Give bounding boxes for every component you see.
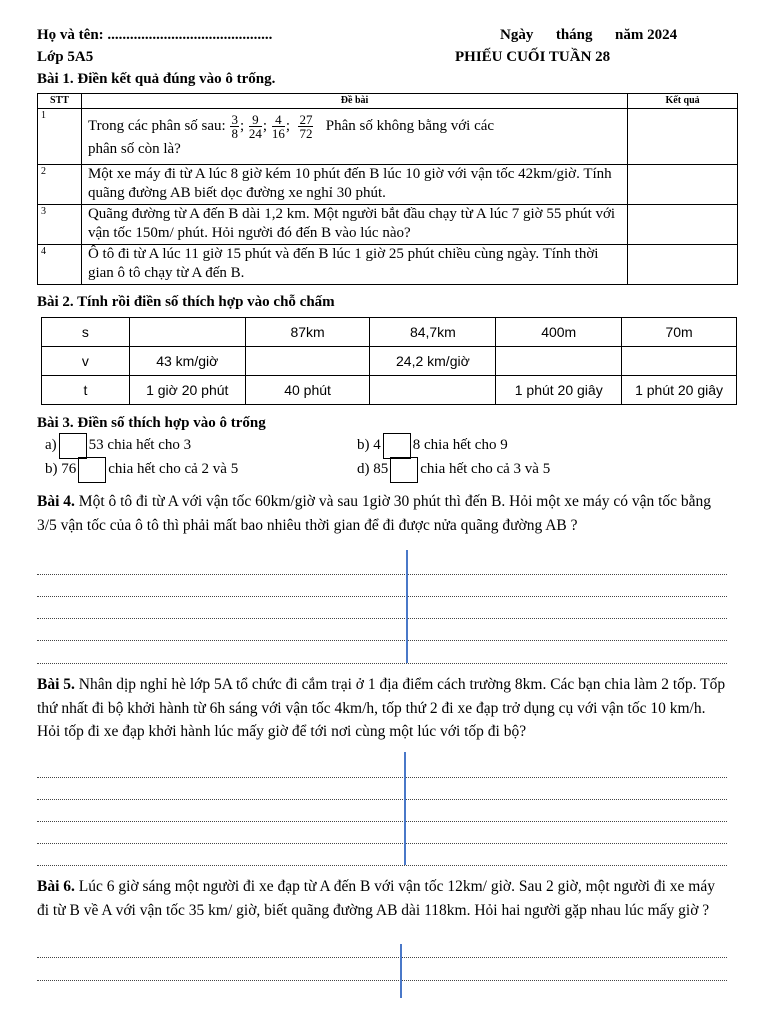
table-row <box>38 165 738 205</box>
ex5-text: Nhân dịp nghỉ hè lớp 5A tổ chức đi cắm trại ở 1 địa điểm cách trường 8km. Các bạn chia làm 2 tốp. Tốp thứ nhất đi bộ khởi hành từ 6h sáng với vận tốc 4km/h, tốp thứ 2 đi xe đạp trở dụng cụ với vận tốc 10 km/h. Hỏi tốp đi xe đạp khởi hành lúc mấy giờ để tới nơi cùng một lúc với tốp đi bộ? <box>37 676 726 740</box>
table-cell[interactable] <box>245 347 370 376</box>
row-label: t <box>42 376 130 405</box>
text-cursor-mark <box>404 752 406 865</box>
fraction: $\frac{9}{24}$ <box>248 112 262 141</box>
answer-line[interactable] <box>37 980 727 981</box>
col-question: Đề bài <box>81 94 627 109</box>
table-cell: 87km <box>245 318 370 347</box>
ex1-title: Bài 1. Điền kết quả đúng vào ô trống. <box>37 71 276 87</box>
answer-line[interactable] <box>37 799 727 800</box>
ex6-question <box>37 875 730 922</box>
question-text: Ô tô đi từ A lúc 11 giờ 15 phút và đến B lúc 1 giờ 25 phút chiều cùng ngày. Tính thời gian ô tô chạy từ A đến B. <box>81 245 627 285</box>
ex3-item-a: a) 53 chia hết cho 3 <box>45 432 191 459</box>
name-label: Họ và tên: <box>37 27 104 43</box>
ex6-label: Bài 6. <box>37 878 75 895</box>
name-dots: ............................................ <box>107 27 273 43</box>
ex3-item-b: b) 4 8 chia hết cho 9 <box>357 432 508 459</box>
table-cell: 1 phút 20 giây <box>496 376 622 405</box>
ex6-text: Lúc 6 giờ sáng một người đi xe đạp từ A đến B với vận tốc 12km/ giờ. Sau 2 giờ, một người đi xe máy đi từ B về A với vận tốc 35 km/ giờ, biết quãng đường AB dài 118km. Hỏi hai người gặp nhau lúc mấy giờ ? <box>37 878 715 919</box>
question-cell: Trong các phân số sau: $\frac{3}{8}$ ; $\frac{9}{24}$ ; $\frac{4}{16}$ ; $\frac{27}{72}$ Phân số không bằng với các phân số còn là? <box>81 109 627 165</box>
answer-line[interactable] <box>37 843 727 844</box>
ex3-title: Bài 3. Điền số thích hợp vào ô trống <box>37 415 266 431</box>
date-label: Ngày tháng năm 2024 <box>500 27 678 43</box>
ex4-label: Bài 4. <box>37 493 75 510</box>
fraction: $\frac{4}{16}$ <box>271 112 285 141</box>
class-label: Lớp 5A5 <box>37 49 94 65</box>
ex2-table <box>41 317 737 405</box>
text-cursor-mark <box>406 550 408 663</box>
result-cell[interactable] <box>628 205 738 245</box>
result-cell[interactable] <box>628 165 738 205</box>
table-cell[interactable] <box>496 347 622 376</box>
table-cell[interactable] <box>370 376 496 405</box>
col-stt: STT <box>38 94 82 109</box>
ex4-text: Một ô tô đi từ A với vận tốc 60km/giờ và sau 1giờ 30 phút thì đến B. Hỏi một xe máy có vận tốc bằng 3/5 vận tốc của ô tô thì phải mất bao nhiêu thời gian để đi được nửa quãng đường AB ? <box>37 493 712 534</box>
table-row <box>42 376 737 405</box>
fraction: $\frac{27}{72}$ <box>299 112 313 141</box>
question-text: phân số còn là? <box>87 141 181 157</box>
ex1-table <box>37 93 738 285</box>
table-row <box>42 318 737 347</box>
text-cursor-mark <box>400 944 402 998</box>
ex1-header-row <box>38 94 738 109</box>
ex5-label: Bài 5. <box>37 676 75 693</box>
answer-line[interactable] <box>37 663 727 664</box>
sheet-title: PHIẾU CUỐI TUẦN 28 <box>455 49 611 65</box>
table-row <box>38 205 738 245</box>
table-cell: 400m <box>496 318 622 347</box>
table-cell: 40 phút <box>245 376 370 405</box>
row-label: v <box>42 347 130 376</box>
ex2-title: Bài 2. Tính rồi điền số thích hợp vào chỗ chấm <box>37 294 335 310</box>
ex5-question <box>37 673 730 744</box>
stt-cell: 3 <box>38 205 82 245</box>
question-text: Một xe máy đi từ A lúc 8 giờ kém 10 phút đến B lúc 10 giờ với vận tốc 42km/giờ. Tính quãng đường AB biết dọc đường xe nghỉ 30 phút. <box>81 165 627 205</box>
name-line <box>37 27 272 44</box>
stt-cell: 4 <box>38 245 82 285</box>
stt-cell: 2 <box>38 165 82 205</box>
col-result: Kết quả <box>628 94 738 109</box>
answer-line[interactable] <box>37 618 727 619</box>
answer-line[interactable] <box>37 821 727 822</box>
answer-box[interactable] <box>59 433 87 459</box>
answer-line[interactable] <box>37 640 727 641</box>
answer-line[interactable] <box>37 596 727 597</box>
question-text: Quãng đường từ A đến B dài 1,2 km. Một người bắt đầu chạy từ A lúc 7 giờ 55 phút với vận tốc 150m/ phút. Hỏi người đó đến B vào lúc nào? <box>81 205 627 245</box>
answer-line[interactable] <box>37 957 727 958</box>
answer-box[interactable] <box>383 433 411 459</box>
answer-line[interactable] <box>37 574 727 575</box>
answer-box[interactable] <box>390 457 418 483</box>
table-cell: 24,2 km/giờ <box>370 347 496 376</box>
table-cell[interactable] <box>622 347 737 376</box>
table-cell: 1 phút 20 giây <box>622 376 737 405</box>
table-cell: 84,7km <box>370 318 496 347</box>
fraction: $\frac{3}{8}$ <box>231 112 238 141</box>
table-row <box>38 109 738 165</box>
question-text: Phân số không bằng với các <box>325 117 495 134</box>
ex4-question <box>37 490 730 537</box>
table-row <box>38 245 738 285</box>
table-row <box>42 347 737 376</box>
table-cell: 70m <box>622 318 737 347</box>
answer-box[interactable] <box>78 457 106 483</box>
result-cell[interactable] <box>628 109 738 165</box>
result-cell[interactable] <box>628 245 738 285</box>
table-cell: 43 km/giờ <box>129 347 245 376</box>
row-label: s <box>42 318 130 347</box>
stt-cell: 1 <box>38 109 82 165</box>
question-text: Trong các phân số sau: <box>87 117 226 134</box>
table-cell[interactable] <box>129 318 245 347</box>
answer-line[interactable] <box>37 865 727 866</box>
ex3-item-d: d) 85 chia hết cho cả 3 và 5 <box>357 456 550 483</box>
answer-line[interactable] <box>37 777 727 778</box>
ex3-item-c: b) 76 chia hết cho cả 2 và 5 <box>45 456 238 483</box>
table-cell: 1 giờ 20 phút <box>129 376 245 405</box>
